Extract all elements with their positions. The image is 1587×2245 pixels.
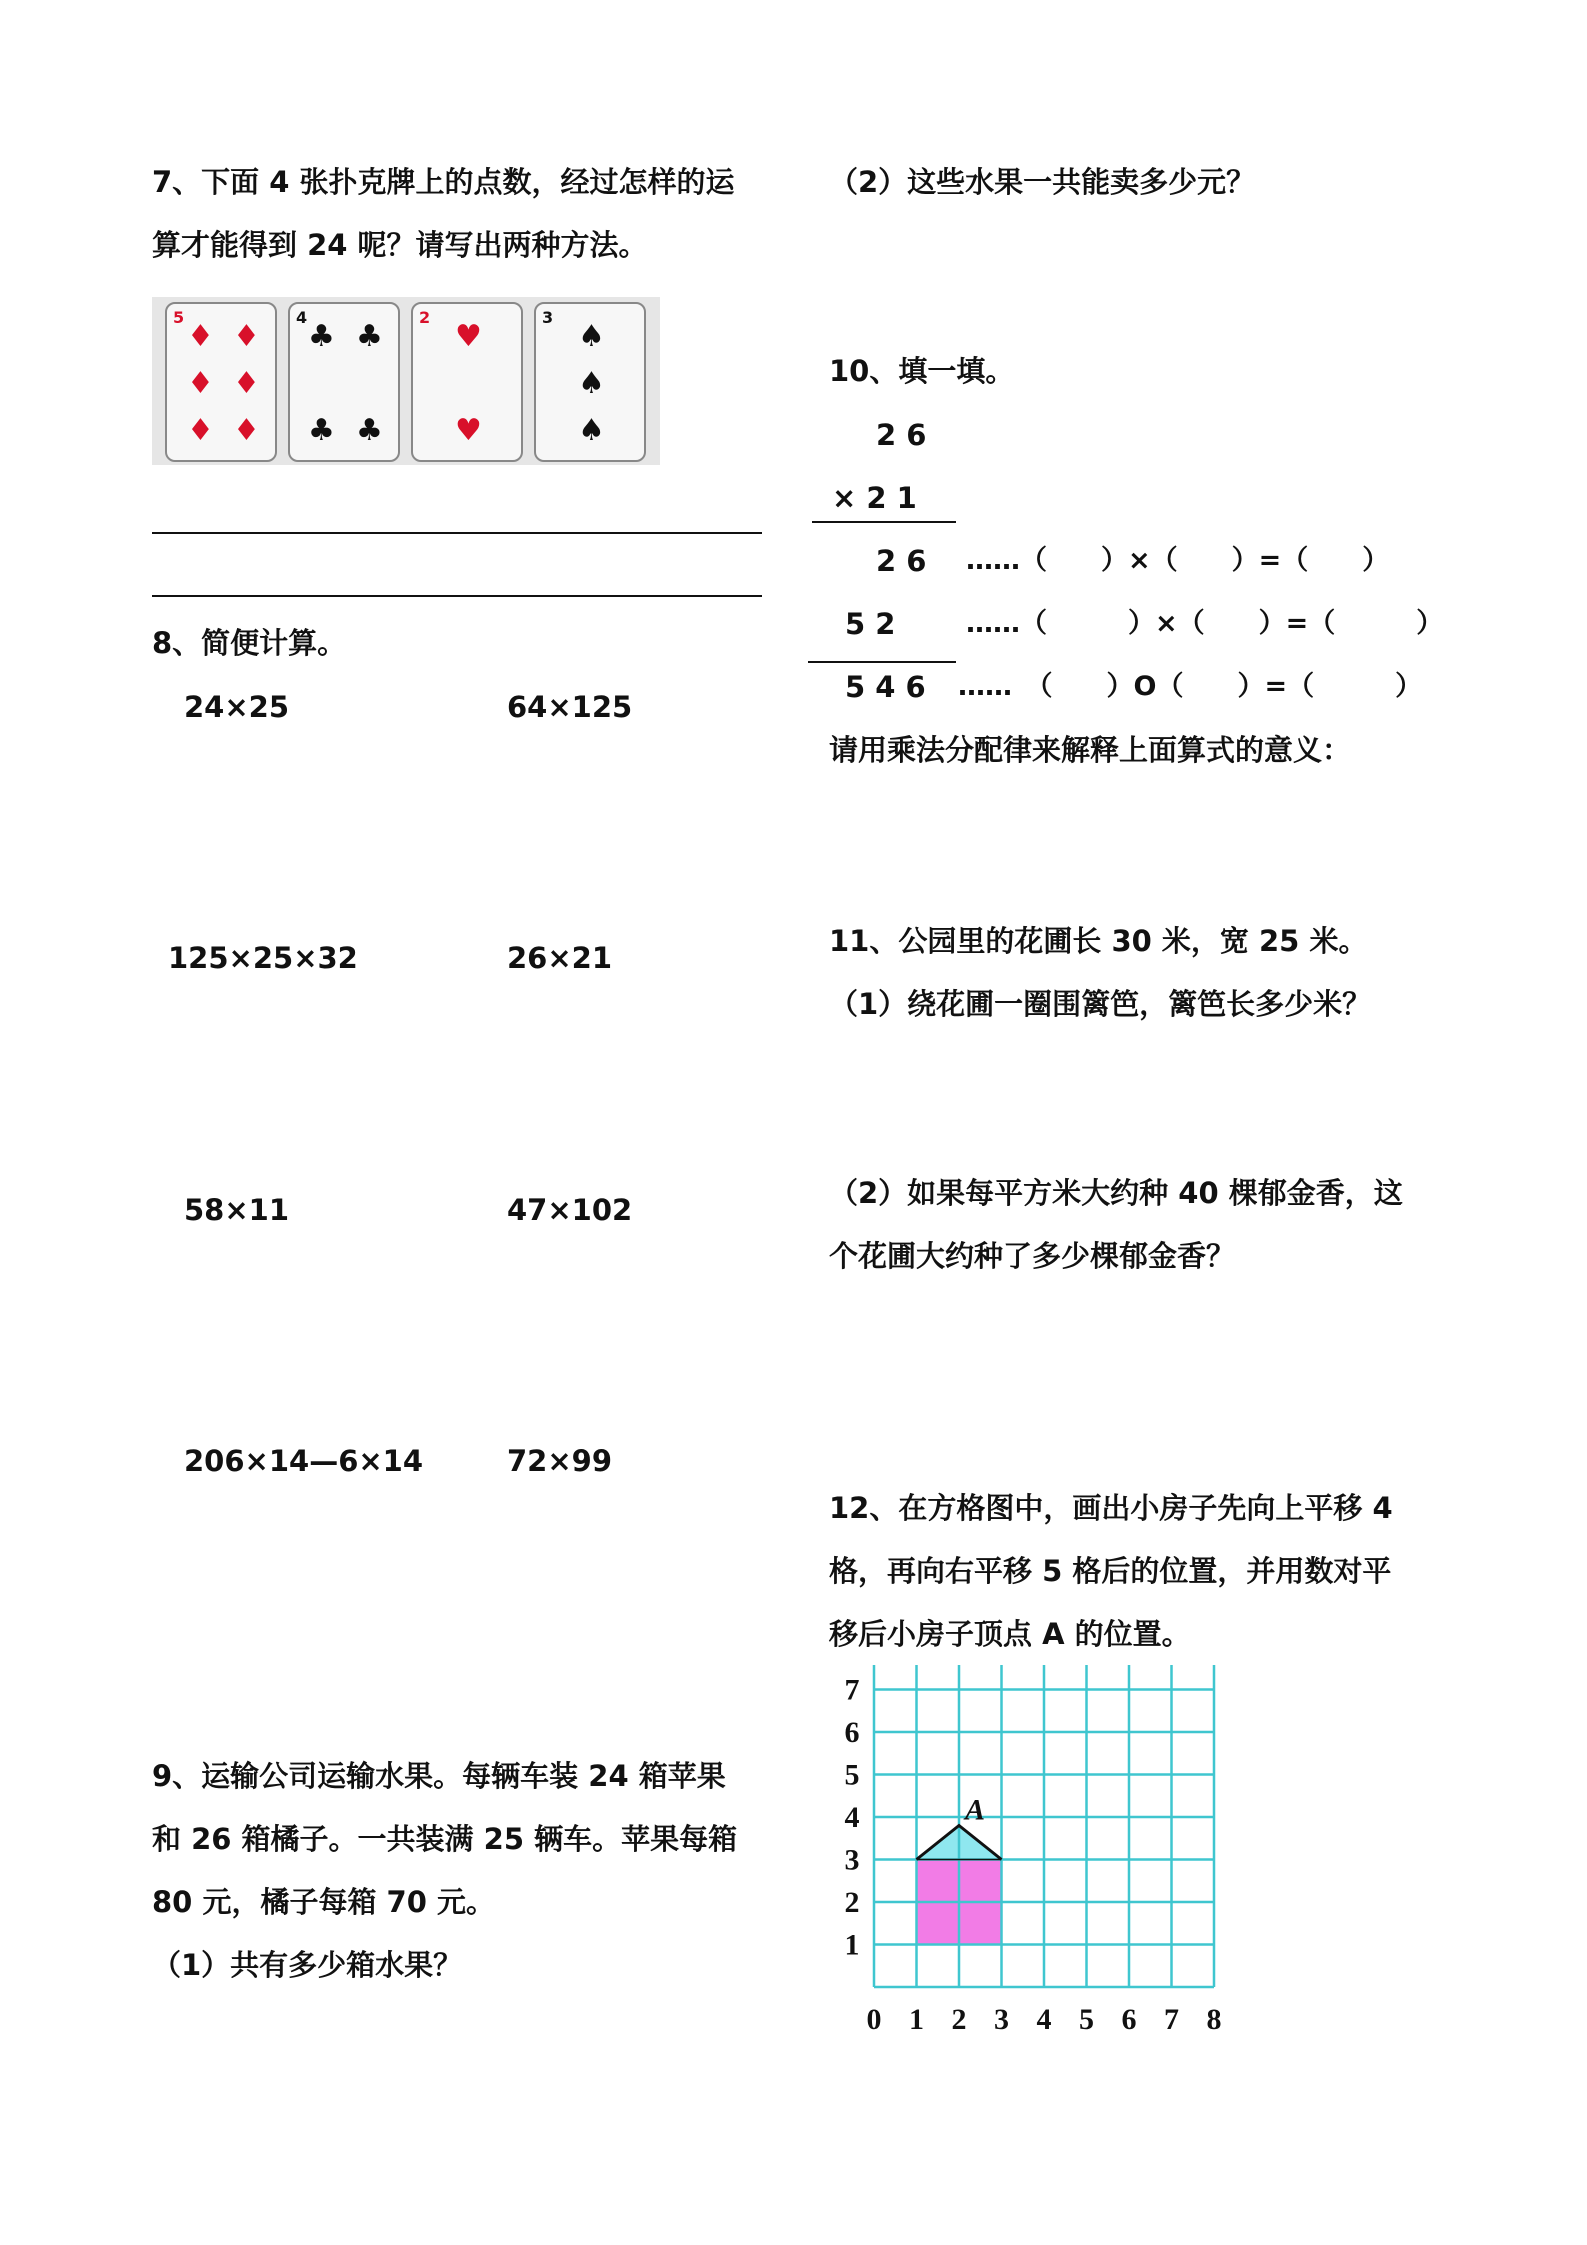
q7-line2: 算才能得到 24 呢？请写出两种方法。: [152, 228, 648, 262]
x-tick-label: 3: [994, 2003, 1009, 2036]
x-tick-label: 5: [1079, 2003, 1094, 2036]
diamond-icon: ♦: [233, 319, 260, 354]
card-rank: 5: [173, 308, 185, 327]
q11-sub2-line1: （2）如果每平方米大约种 40 棵郁金香，这: [829, 1176, 1403, 1210]
coordinate-grid[interactable]: [820, 1665, 1260, 2085]
multiplier: × 2 1: [832, 481, 917, 515]
multiplicand: 2 6: [876, 418, 927, 452]
calc-item-7: 206×14—6×14: [184, 1444, 424, 1478]
x-tick-label: 6: [1121, 2003, 1137, 2036]
vertex-label-a: A: [965, 1793, 986, 1827]
playing-card-4: [534, 302, 646, 462]
heart-icon: ♥: [455, 413, 482, 448]
spade-icon: ♠: [578, 366, 605, 401]
q12-line3: 移后小房子顶点 A 的位置。: [829, 1617, 1191, 1651]
q9-line2: 和 26 箱橘子。一共装满 25 辆车。苹果每箱: [152, 1822, 738, 1856]
spade-icon: ♠: [578, 319, 605, 354]
multiplication-rule-2: [808, 661, 956, 663]
calc-item-4: 26×21: [507, 941, 613, 975]
partial-product-2: 5 2: [845, 607, 896, 641]
diamond-icon: ♦: [233, 366, 260, 401]
q12-line2: 格，再向右平移 5 格后的位置，并用数对平: [829, 1554, 1392, 1588]
y-tick-label: 2: [844, 1886, 860, 1919]
q11-line1: 11、公园里的花圃长 30 米，宽 25 米。: [829, 924, 1368, 958]
playing-card-3: [411, 302, 523, 462]
y-tick-label: 7: [844, 1673, 860, 1707]
x-tick-label: 2: [951, 2003, 967, 2036]
card-rank: 3: [542, 308, 554, 327]
club-icon: ♣: [308, 319, 335, 354]
diamond-icon: ♦: [187, 366, 214, 401]
heart-icon: ♥: [455, 319, 482, 354]
x-tick-label: 4: [1036, 2003, 1052, 2036]
q7-line1: 7、下面 4 张扑克牌上的点数，经过怎样的运: [152, 165, 735, 199]
diamond-icon: ♦: [187, 319, 214, 354]
diamond-icon: ♦: [233, 413, 260, 448]
q10-explain: 请用乘法分配律来解释上面算式的意义：: [829, 733, 1352, 767]
partial-product-1: 2 6: [876, 544, 927, 578]
club-icon: ♣: [356, 319, 383, 354]
club-icon: ♣: [308, 413, 335, 448]
product-result: 5 4 6: [845, 670, 926, 704]
y-tick-label: 3: [844, 1843, 860, 1877]
q12-line1: 12、在方格图中，画出小房子先向上平移 4: [829, 1491, 1393, 1525]
card-rank: 4: [296, 308, 308, 327]
y-tick-label: 5: [844, 1758, 860, 1792]
calc-item-3: 125×25×32: [168, 941, 358, 975]
playing-card-1: [165, 302, 277, 462]
x-tick-label: 8: [1206, 2003, 1222, 2036]
calc-item-5: 58×11: [184, 1193, 290, 1227]
q11-sub2-line2: 个花圃大约种了多少棵郁金香？: [829, 1239, 1236, 1273]
calc-item-6: 47×102: [507, 1193, 633, 1227]
fill-blank-row-2[interactable]: ……（ ）×（ ）=（ ）: [966, 608, 1444, 639]
y-tick-label: 4: [844, 1801, 860, 1834]
y-tick-label: 1: [844, 1928, 860, 1962]
calc-item-8: 72×99: [507, 1444, 613, 1478]
q9-sub2: （2）这些水果一共能卖多少元？: [829, 165, 1256, 199]
q11-sub1: （1）绕花圃一圈围篱笆，篱笆长多少米？: [829, 987, 1372, 1021]
card-rank: 2: [419, 308, 431, 327]
q9-line1: 9、运输公司运输水果。每辆车装 24 箱苹果: [152, 1759, 726, 1793]
x-tick-label: 7: [1164, 2003, 1179, 2036]
q9-sub1: （1）共有多少箱水果？: [152, 1948, 463, 1982]
answer-line-2: [152, 595, 762, 597]
answer-line-1: [152, 532, 762, 534]
diamond-icon: ♦: [187, 413, 214, 448]
spade-icon: ♠: [578, 413, 605, 448]
q10-title: 10、填一填。: [829, 354, 1015, 388]
club-icon: ♣: [356, 413, 383, 448]
fill-blank-row-1[interactable]: ……（ ）×（ ）=（ ）: [966, 545, 1390, 576]
y-tick-label: 6: [844, 1716, 860, 1749]
playing-card-2: [288, 302, 400, 462]
fill-blank-row-3[interactable]: …… （ ）O（ ）=（ ）: [958, 671, 1423, 702]
q8-title: 8、简便计算。: [152, 626, 347, 660]
calc-item-2: 64×125: [507, 690, 633, 724]
multiplication-rule-1: [812, 521, 956, 523]
x-tick-label: 0: [866, 2003, 882, 2036]
x-tick-label: 1: [909, 2003, 924, 2036]
q9-line3: 80 元，橘子每箱 70 元。: [152, 1885, 496, 1919]
calc-item-1: 24×25: [184, 690, 290, 724]
